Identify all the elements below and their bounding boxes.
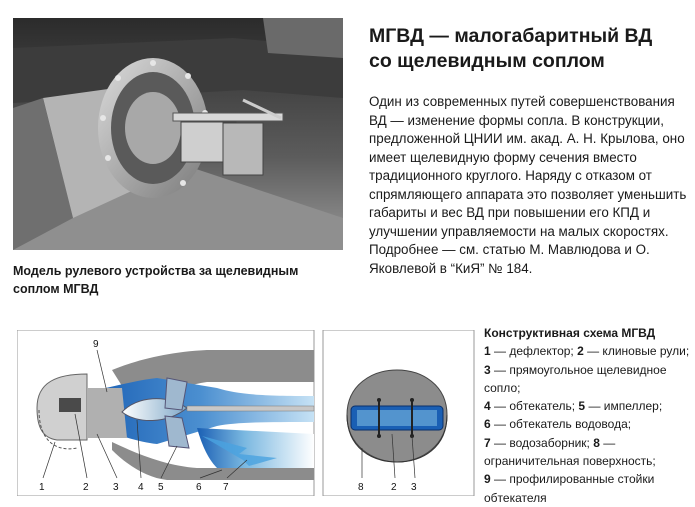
legend-item-text: — профилированные стойки обтекателя <box>484 472 655 505</box>
label-6: 6 <box>196 482 202 493</box>
legend-item-text: — обтекатель водовода; <box>490 417 632 432</box>
legend-item-number: 7 <box>484 435 491 450</box>
construction-diagram <box>17 330 475 496</box>
model-photo-illustration <box>13 18 343 250</box>
section-label-3: 3 <box>411 482 417 493</box>
label-3: 3 <box>113 482 119 493</box>
legend-item-number: 2 <box>577 344 584 359</box>
legend-item-text: — импеллер; <box>585 399 663 414</box>
legend-items <box>484 342 692 507</box>
diagram-legend <box>484 324 692 507</box>
rudder <box>59 398 81 412</box>
legend-title: Конструктивная схема МГВД <box>484 326 656 340</box>
label-2: 2 <box>83 482 89 493</box>
label-1: 1 <box>39 482 45 493</box>
legend-item-number: 4 <box>484 399 491 414</box>
label-4: 4 <box>138 482 144 493</box>
section-label-8: 8 <box>358 482 364 493</box>
legend-item-number: 8 <box>593 435 600 450</box>
shaft <box>187 406 314 411</box>
label-7: 7 <box>223 482 229 493</box>
legend-item-text: — водозаборник; <box>490 435 594 450</box>
nozzle <box>87 388 127 438</box>
legend-item-text: — ограничительная поверхность; <box>484 435 656 469</box>
legend-item-number: 6 <box>484 417 491 432</box>
legend-item-text: — обтекатель; <box>490 399 579 414</box>
article-body: Один из современных путей совершенствования ВД — изменение формы сопла. В конструкции, предложенной ЦНИИ им. акад. А. Н. Крылова, оно имеет щелевидную форму сечения вместо традиционного круглого. Наряду с отказом от спрямляющего аппарата это позволяет уменьшить габариты и вес ВД при повышении его КПД и улучшении управляемости на малых скоростях. Подробнее — см. статью М. Мавлюдова и О. Яковлевой в “КиЯ” № 184. <box>369 94 687 276</box>
legend-item-text: — прямоугольное щелевидное сопло; <box>484 362 667 395</box>
section-label-2: 2 <box>391 482 397 493</box>
legend-item-number: 1 <box>484 344 491 359</box>
legend-item-number: 9 <box>484 472 491 487</box>
label-5: 5 <box>158 482 164 493</box>
diagram-svg <box>17 330 475 496</box>
article-title: МГВД — малогабаритный ВД со щелевидным соплом <box>369 25 653 72</box>
legend-item-text: — клиновые рули; <box>583 344 690 359</box>
legend-item-number: 3 <box>484 362 491 377</box>
legend-item-number: 5 <box>578 399 586 414</box>
legend-item-text: — дефлектор; <box>490 344 578 359</box>
photo-caption: Модель рулевого устройства за щелевидным соплом МГВД <box>13 264 299 296</box>
model-photo <box>13 18 343 250</box>
label-9: 9 <box>93 339 99 350</box>
